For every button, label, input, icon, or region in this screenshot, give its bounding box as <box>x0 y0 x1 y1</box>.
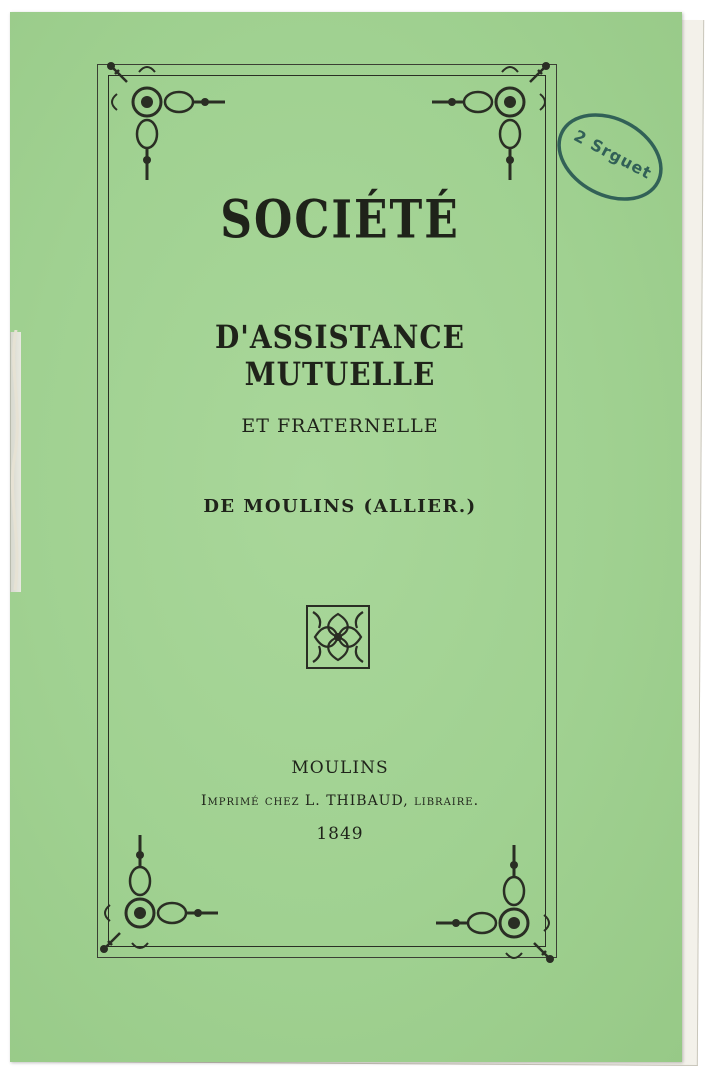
floral-corner-icon <box>432 60 552 180</box>
document-title: SOCIÉTÉ <box>220 190 460 251</box>
floral-corner-icon <box>98 835 218 955</box>
stamp-text: 2 Srguet <box>570 126 656 183</box>
floral-corner-icon <box>105 60 225 180</box>
imprint-printer: Imprimé chez L. THIBAUD, libraire. <box>200 793 480 809</box>
subtitle-line-2: ET FRATERNELLE <box>241 415 439 437</box>
imprint-place: MOULINS <box>291 758 389 778</box>
imprint-year: 1849 <box>316 824 364 844</box>
subtitle-line-1: D'ASSISTANCE MUTUELLE <box>215 319 465 393</box>
fleuron-icon <box>305 604 371 670</box>
floral-corner-icon <box>436 845 556 965</box>
subtitle-line-3: DE MOULINS (ALLIER.) <box>203 496 477 517</box>
binding-string <box>6 330 26 590</box>
